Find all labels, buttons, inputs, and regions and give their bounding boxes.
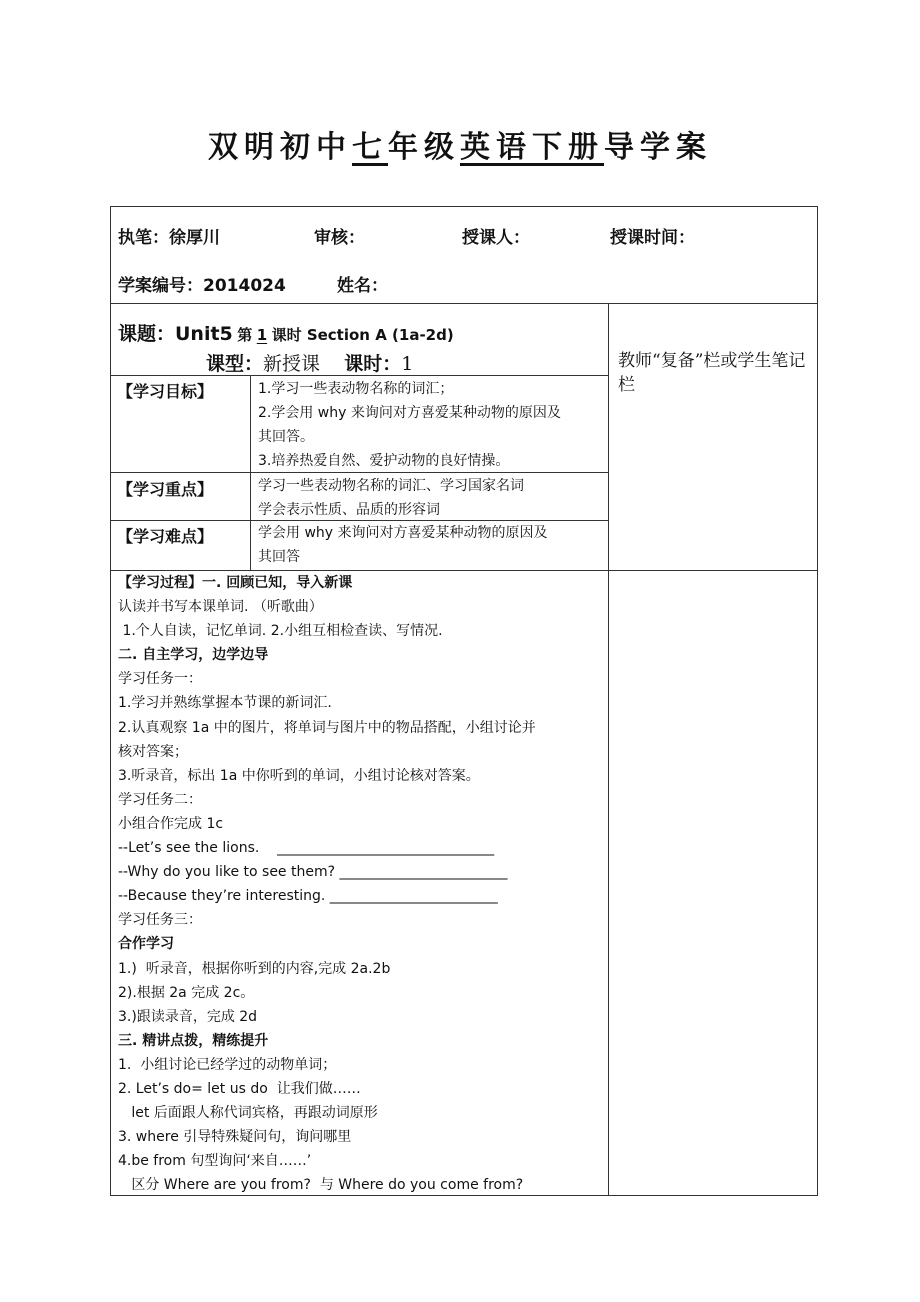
process-line: 2).根据 2a 完成 2c。 bbox=[118, 984, 255, 1001]
goal-line: 其回答。 bbox=[258, 429, 314, 445]
lesson-plan-table bbox=[110, 206, 818, 1196]
process-line: 3.听录音，标出 1a 中你听到的单词，小组讨论核对答案。 bbox=[118, 767, 480, 784]
goals-content bbox=[258, 377, 561, 473]
process-line: let 后面跟人称代词宾格，再跟动词原形 bbox=[118, 1105, 378, 1122]
process-line: 3. where 引导特殊疑问句，询问哪里 bbox=[118, 1129, 352, 1146]
title-grade-suffix: 年级 bbox=[388, 130, 460, 165]
goal-line: 1.学习一些表动物名称的词汇； bbox=[258, 381, 454, 397]
difficulties-label: 【学习难点】 bbox=[117, 527, 214, 546]
process-line: --Why do you like to see them? ________________________ bbox=[118, 864, 508, 881]
process-line: 1. 小组讨论已经学过的动物单词； bbox=[118, 1056, 337, 1073]
document-title bbox=[0, 122, 920, 166]
process-line: 【学习过程】一. 回顾已知，导入新课 bbox=[118, 575, 353, 591]
process-line: 4.be from 句型询问‘来自……’ bbox=[118, 1153, 312, 1170]
process-line: --Because they’re interesting. ________________________ bbox=[118, 888, 498, 905]
process-line: 三. 精讲点拨，精练提升 bbox=[118, 1032, 269, 1049]
time-field: 授课时间： bbox=[610, 228, 695, 248]
title-subject: 英语下册 bbox=[460, 130, 604, 165]
key-point-line: 学习一些表动物名称的词汇、学习国家名词 bbox=[258, 478, 524, 494]
process-line: 学习任务一： bbox=[118, 671, 202, 688]
divider bbox=[608, 303, 609, 1195]
key-point-line: 学会表示性质、品质的形容词 bbox=[258, 502, 440, 518]
key-points-content bbox=[258, 474, 524, 522]
process-line: 认读并书写本课单词. （听歌曲） bbox=[118, 599, 323, 616]
lesson-type bbox=[206, 349, 413, 376]
process-line: 学习任务三： bbox=[118, 912, 202, 929]
type-value: 新授课 bbox=[263, 353, 321, 375]
goal-line: 2.学会用 why 来询问对方喜爱某种动物的原因及 bbox=[258, 405, 561, 421]
process-line: 小组合作完成 1c bbox=[118, 815, 224, 832]
topic-section: 课时 Section A (1a-2d) bbox=[271, 326, 454, 344]
hours-label: 课时： bbox=[344, 353, 402, 375]
process-line: --Let’s see the lions. _______________________________ bbox=[118, 840, 495, 857]
title-suffix: 导学案 bbox=[604, 130, 712, 165]
learning-process bbox=[118, 571, 536, 1197]
lesson-topic bbox=[118, 319, 454, 346]
reviewer-field: 审核： bbox=[314, 228, 365, 248]
title-school: 双明初中 bbox=[208, 130, 352, 165]
difficulty-line: 学会用 why 来询问对方喜爱某种动物的原因及 bbox=[258, 525, 548, 541]
topic-di: 第 bbox=[237, 326, 253, 344]
difficulties-content bbox=[258, 521, 548, 569]
goals-label: 【学习目标】 bbox=[117, 382, 214, 401]
process-line: 1.) 听录音，根据你听到的内容,完成 2a.2b bbox=[118, 960, 391, 977]
process-line: 1.个人自读，记忆单词. 2.小组互相检查读、写情况. bbox=[118, 623, 443, 640]
teacher-field: 授课人： bbox=[462, 228, 530, 248]
process-line: 区分 Where are you from? 与 Where do you come from? bbox=[118, 1177, 524, 1194]
topic-label: 课题：Unit5 bbox=[118, 323, 233, 345]
goal-line: 3.培养热爱自然、爱护动物的良好情操。 bbox=[258, 453, 510, 469]
case-number-field: 学案编号：2014024 bbox=[118, 276, 286, 296]
author-field: 执笔：徐厚川 bbox=[118, 228, 220, 248]
hours-value: 1 bbox=[401, 353, 414, 375]
divider bbox=[250, 375, 251, 570]
notes-column-label: 教师“复备”栏或学生笔记栏 bbox=[618, 351, 806, 395]
process-line: 2.认真观察 1a 中的图片，将单词与图片中的物品搭配，小组讨论并 bbox=[118, 719, 536, 736]
difficulty-line: 其回答 bbox=[258, 549, 300, 565]
divider bbox=[111, 303, 817, 304]
process-line: 1.学习并熟练掌握本节课的新词汇. bbox=[118, 695, 332, 712]
process-line: 学习任务二： bbox=[118, 791, 202, 808]
process-line: 合作学习 bbox=[118, 936, 174, 953]
type-label: 课型： bbox=[206, 353, 264, 375]
process-line: 核对答案； bbox=[118, 743, 188, 760]
topic-number: 1 bbox=[256, 326, 268, 344]
process-line: 3.)跟读录音，完成 2d bbox=[118, 1008, 258, 1025]
process-line: 2. Let’s do= let us do 让我们做…… bbox=[118, 1080, 361, 1097]
name-field: 姓名： bbox=[337, 276, 388, 296]
title-grade: 七 bbox=[352, 130, 388, 165]
process-line: 二. 自主学习，边学边导 bbox=[118, 647, 269, 664]
key-points-label: 【学习重点】 bbox=[117, 480, 214, 499]
